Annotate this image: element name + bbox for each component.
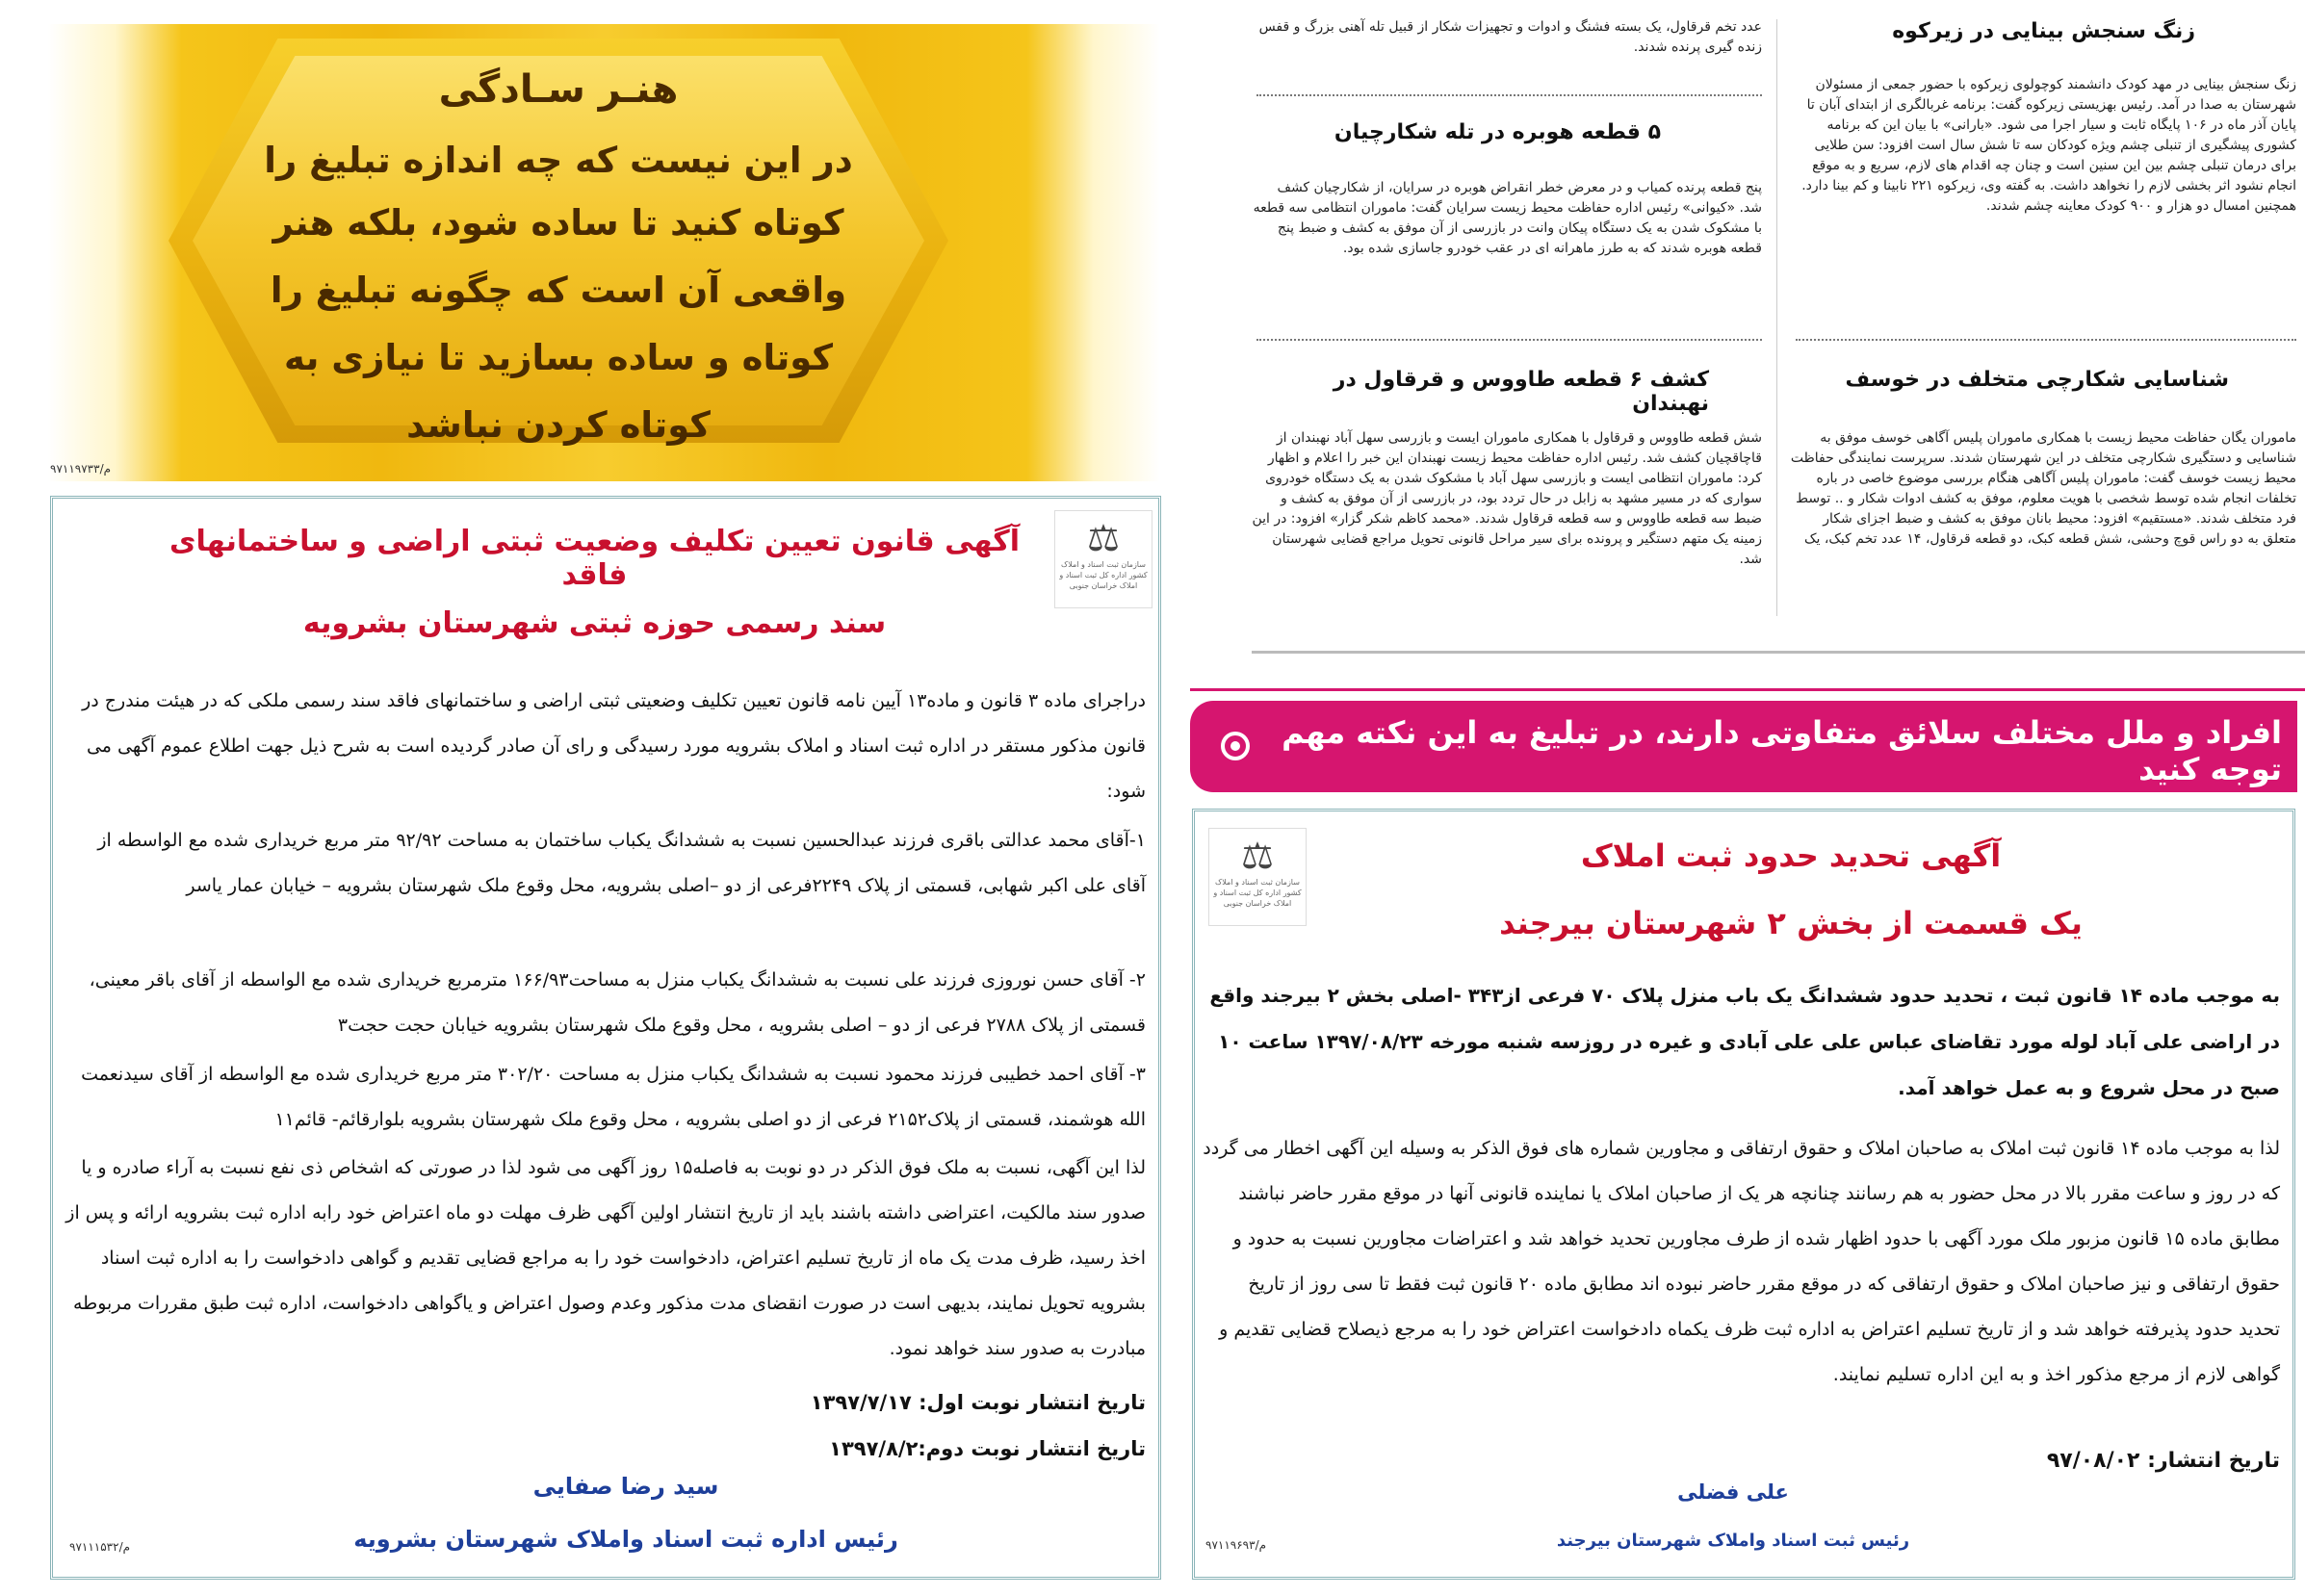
notice-paragraph: لذا به موجب ماده ۱۴ قانون ثبت املاک به صاحبان املاک و حقوق ارتفاقی و مجاورین شماره های فوق الذکر به وسیله این آگهی اخطار می گردد که در روز و ساعت مقرر بالا در محل حضور به هم رسانند چنانچه هر یک از صاحبان املاک یا نماینده قانونی آنها در موقع مقرر حاضر نباشند مطابق ماده ۱۵ قانون مزبور ملک مورد آگهی با حدود اظهار شده از طرف مجاورین تحدید خواهد شد و اعتراضات مجاورین نسبت به حدود و حقوق ارتفاقی و نیز صاحبان املاک و حقوق ارتفاقی که در موقع مقرر حاضر نبوده اند مطابق ماده ۲۰ قانون ثبت فقط تا سی روز از تاریخ تحدید حدود پذیرفته خواهد شد و از تاریخ تسلیم اعتراض به اداره ثبت ظرف یکماه دادخواست اعتراض خود را به مرجع ذیصلاح قضایی تقدیم و گواهی لازم از مرجع مذکور اخذ و به این اداره تسلیم نمایند.: [1203, 1138, 2280, 1385]
publish-date: تاریخ انتشار: ۹۷/۰۸/۰۲: [2046, 1449, 2280, 1473]
publish-date-second: تاریخ انتشار نوبت دوم:۱۳۹۷/۸/۲: [829, 1437, 1146, 1460]
section-rule: [1252, 651, 2305, 654]
publish-date-first: تاریخ انتشار نوبت اول: ۱۳۹۷/۷/۱۷: [810, 1391, 1146, 1414]
signer-name: سید رضا صفایی: [532, 1473, 719, 1500]
scales-icon: ⚖: [1086, 517, 1121, 559]
notice-item: ۳- آقای احمد خطیبی فرزند محمود نسبت به ششدانگ یکباب منزل به مساحت ۳۰۲/۲۰ متر مربع خریداری شده مع الواسطه از آقای سیدنعمت الله هوشمند، قسمتی از پلاک۲۱۵۲ فرعی از دو اصلی بشرویه ، محل وقوع ملک شهرستان بشرویه بلوارقائم- قائم۱۱: [81, 1064, 1146, 1130]
notice-title: آگهی قانون تعیین تکلیف وضعیت ثبتی اراضی و ساختمانهای فاقد: [169, 525, 1020, 592]
scales-icon: ⚖: [1240, 835, 1275, 877]
divider: [1796, 339, 2296, 341]
news-headline: کشف ۶ قطعه طاووس و قرقاول در نهبندان: [1333, 368, 1709, 416]
notice-paragraph: لذا این آگهی، نسبت به ملک فوق الذکر در دو نوبت به فاصله۱۵ روز آگهی می شود لذا در صورتی که اشخاص ذی نفع نسبت به آراء صادره و یا صدور سند مالکیت، اعتراضی داشته باشند باید از تاریخ انتشار اولین آگهی ظرف مهلت دو ماه اعتراض خود رابه اداره ثبت بشرویه ارائه و پس از اخذ رسید، ظرف مدت یک ماه از تاریخ تسلیم اعتراض، دادخواست خود را به مراجع قضایی تقدیم و گواهی دادخواست را به اداره ثبت اسناد بشرویه تحویل نمایند، بدیهی است در صورت انقضای مدت مذکور وعدم وصول اعتراض و یاگواهی دادخواست، اداره ثبت طبق مقررات مربوطه مبادرت به صدور سند خواهد نمود.: [65, 1157, 1146, 1359]
advert-line: کوتاه کنید تا ساده شود، بلکه هنر: [272, 202, 844, 244]
news-headline: شناسایی شکارچی متخلف در خوسف: [1845, 368, 2229, 392]
notice-item: ۲- آقای حسن نوروزی فرزند علی نسبت به ششدانگ یکباب منزل به مساحت۱۶۶/۹۳ مترمربع خریداری شده مع الواسطه از آقای باقر معینی، قسمتی از پلاک ۲۷۸۸ فرعی از دو – اصلی بشرویه ، محل وقوع ملک شهرستان بشرویه خیابان حجت حجت۳: [89, 969, 1146, 1036]
news-body: شش قطعه طاووس و قرقاول با همکاری ماموران ایست و بازرسی سهل آباد نهبندان از قاچاقچیان کشف شد. رئیس اداره حفاظت محیط زیست نهبندان این خبر را اعلام و اظهار کرد: ماموران انتظامی ایست و بازرسی سهل آباد با مشکوک شدن به یک دستگاه خودروی سواری که در مسیر مشهد به زابل در حال تردد بود، در بازرسی از آن موفق به کشف و ضبط سه قطعه طاووس و سه قطعه قرقاول شدند. «محمد کاظم شکر گزار» افزود: در این زمینه یک متهم دستگیر و پرونده برای سیر مراحل قانونی تحویل مراجع قضایی شهرستان شد.: [1252, 430, 1762, 567]
registry-emblem: [1054, 510, 1152, 608]
advert-line: کوتاه و ساده بسازید تا نیازی به: [284, 337, 833, 378]
advert-line: کوتاه کردن نباشد: [406, 404, 711, 446]
notice-title: سند رسمی حوزه ثبتی شهرستان بشرویه: [302, 606, 887, 640]
news-body: پنج قطعه پرنده کمیاب و در معرض خطر انقراض هوبره در سرایان، از شکارچیان کشف شد. «کیوانی» رئیس اداره حفاظت محیط زیست سرایان گفت: ماموران انتظامی سه قطعه با مشکوک شدن به یک دستگاه پیکان وانت در بازرسی از آن موفق به کشف و ضبط پنج قطعه هوبره شدند که به طرز ماهرانه ای در عقب خودرو جاسازی شده بود.: [1253, 180, 1762, 256]
divider: [1256, 94, 1762, 96]
news-headline: ۵ قطعه هوبره در تله شکارچیان: [1334, 120, 1661, 144]
emblem-text: سازمان ثبت اسناد و املاک کشور اداره کل ثبت اسناد و املاک خراسان جنوبی: [1213, 878, 1302, 908]
banner-text: افراد و ملل مختلف سلائق متفاوتی دارند، در تبلیغ به این نکته مهم توجه کنید: [1282, 714, 2282, 787]
bullet-icon: [1221, 732, 1250, 760]
news-body: ماموران یگان حفاظت محیط زیست با همکاری ماموران پلیس آگاهی خوسف موفق به شناسایی و دستگیری شکارچی متخلف در این شهرستان شدند. سرپرست نمایندگی حفاظت محیط زیست خوسف گفت: ماموران پلیس آگاهی هنگام بررسی موضوع خاصی در باره تخلفات انجام شده توسط شخصی با هویت معلوم، موفق به کشف ادوات شکار و .. توسط فرد متخلف شدند. «مستقیم» افزود: محیط بانان موفق به کشف و ضبط اجزای شکار متعلق به دو راس قوچ وحشی، شش قطعه کبک، دو قطعه قرقاول، ۱۴ عدد تخم کبک، یک: [1790, 430, 2296, 547]
notice-paragraph: دراجرای ماده ۳ قانون و ماده۱۳ آیین نامه قانون تعیین تکلیف وضعیتی ثبتی اراضی و ساختمانهای فاقد سند رسمی ملکی که در هیئت مندرج در قانون مذکور مستقر در اداره ثبت اسناد و املاک بشرویه مورد رسیدگی و رای آن صادر گردیده است به شرح ذیل جهت اطلاع عموم آگهی می شود:: [82, 690, 1146, 802]
advert-line: واقعی آن است که چگونه تبلیغ را: [270, 270, 847, 311]
emblem-text: سازمان ثبت اسناد و املاک کشور اداره کل ثبت اسناد و املاک خراسان جنوبی: [1059, 560, 1148, 590]
banner-rule: [1190, 688, 2305, 691]
notice-code: م/۹۷۱۱۱۵۳۲: [69, 1540, 131, 1554]
news-body: زنگ سنجش بینایی در مهد کودک دانشمند کوچولوی زیرکوه با حضور جمعی از مسئولان شهرستان به صدا در آمد. رئیس بهزیستی زیرکوه گفت: برنامه غربالگری از ابتدای آبان تا پایان آذر ماه در ۱۰۶ پایگاه ثابت و سیار اجرا می شود. «بارانی» با بیان این که برنامه کشوری پیشگیری از تنبلی چشم ویژه کودکان سه تا شش سال است افزود: سن طلایی برای درمان تنبلی چشم بین این سنین است و چنان چه اقدام های لازم، سریع و به موقع انجام نشود اثر بخشی لازم را نخواهد داشت. به گفته وی، زیرکوه ۲۲۱ نابینا و کم بینا دارد. همچنین امسال دو هزار و ۹۰۰ کودک معاینه چشم شدند.: [1801, 77, 2296, 214]
notice-paragraph: به موجب ماده ۱۴ قانون ثبت ، تحدید حدود ششدانگ یک باب منزل پلاک ۷۰ فرعی از۳۴۳ -اصلی بخش ۲ بیرجند واقع در اراضی علی آباد لوله مورد تقاضای عباس علی علی آبادی و غیره در روزسه شنبه مورخه ۱۳۹۷/۰۸/۲۳ ساعت ۱۰ صبح در محل شروع و به عمل خواهد آمد.: [1209, 984, 2280, 1099]
signer-title: رئیس ثبت اسناد واملاک شهرستان بیرجند: [1556, 1531, 1910, 1551]
column-rule: [1776, 19, 1777, 616]
notice-title: آگهی تحدید حدود ثبت املاک: [1580, 837, 2002, 874]
notice-title: یک قسمت از بخش ۲ شهرستان بیرجند: [1499, 905, 2083, 941]
advert-title: هنـر سـادگی: [438, 67, 679, 112]
advert-line: در این نیست که چه اندازه تبلیغ را: [264, 140, 853, 181]
divider: [1256, 339, 1762, 341]
notice-item: ۱-آقای محمد عدالتی باقری فرزند عبدالحسین نسبت به ششدانگ یکباب ساختمان به مساحت ۹۲/۹۲ متر مربع خریداری شده مع الواسطه از آقای علی اکبر شهابی، قسمتی از پلاک ۲۲۴۹فرعی از دو –اصلی بشرویه، محل وقوع ملک شهرستان بشرویه – خیابان عمار یاسر: [97, 830, 1146, 896]
signer-title: رئیس اداره ثبت اسناد واملاک شهرستان بشرویه: [353, 1526, 898, 1553]
registry-emblem: [1208, 828, 1307, 926]
advert-code: م/۹۷۱۱۹۷۳۳: [50, 462, 112, 476]
signer-name: علی فضلی: [1677, 1480, 1789, 1504]
news-headline: زنگ سنجش بینایی در زیرکوه: [1892, 19, 2195, 43]
notice-code: م/۹۷۱۱۹۶۹۳: [1205, 1538, 1267, 1552]
news-continuation: عدد تخم قرقاول، یک بسته فشنگ و ادوات و تجهیزات شکار از قبیل تله آهنی بزرگ و قفس زنده گیری پرنده شدند.: [1258, 19, 1762, 55]
